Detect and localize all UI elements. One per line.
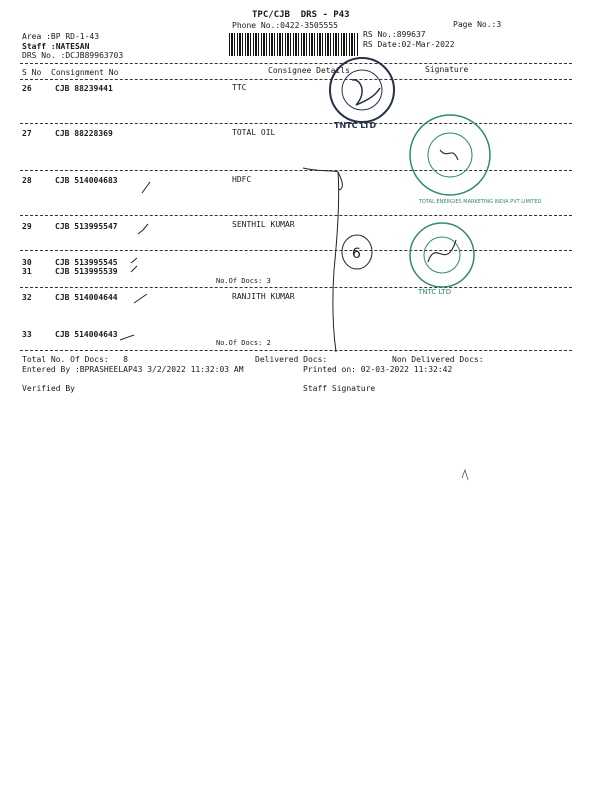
entered-by: Entered By :BPRASHEELAP43 3/2/2022 11:32:03 AM: [22, 365, 244, 374]
delivered-docs: Delivered Docs:: [255, 355, 328, 364]
area-label: Area :BP RD-1-43: [22, 32, 100, 41]
drs-number: DRS No. :DCJB89963703: [22, 51, 124, 60]
row-sno: 28: [22, 176, 32, 185]
tick-mark: [120, 335, 134, 340]
total-docs: Total No. Of Docs: 8: [22, 355, 128, 364]
stamp-3: [410, 223, 474, 296]
tick-mark: [131, 258, 137, 263]
stamp-1: [330, 58, 394, 130]
tick-mark: [131, 266, 137, 272]
row-consignee: HDFC: [232, 175, 252, 184]
pen-line: [303, 168, 339, 352]
staff-signature: Staff Signature: [303, 384, 376, 393]
row-sno: 32: [22, 293, 32, 302]
row-consignment: CJB 514004683: [55, 176, 118, 185]
column-header-sno: S No: [22, 68, 42, 77]
phone-number: Phone No.:0422-3505555: [232, 21, 338, 30]
rs-number: RS No.:899637: [363, 30, 426, 39]
staff-label: Staff :NATESAN: [22, 42, 90, 51]
column-header-consignment: Consignment No: [51, 68, 119, 77]
stray-mark: [462, 470, 468, 480]
row-consignee: TTC: [232, 83, 247, 92]
page-number: Page No.:3: [453, 20, 502, 29]
verified-by: Verified By: [22, 384, 75, 393]
svg-text:TOTAL ENERGIES MARKETING INDIA: TOTAL ENERGIES MARKETING INDIA PVT LIMITED: [419, 199, 542, 205]
row-sno: 26: [22, 84, 32, 93]
svg-text:TNTC LTD: TNTC LTD: [334, 121, 377, 130]
row-consignment: CJB 513995539: [55, 267, 118, 276]
row-consignment: CJB 513995545: [55, 258, 118, 267]
row-sno: 31: [22, 267, 32, 276]
tick-mark: [134, 294, 147, 303]
tick-mark: [142, 182, 150, 193]
svg-text:TNTC LTD: TNTC LTD: [418, 288, 452, 296]
row-consignee: SENTHIL KUMAR: [232, 220, 295, 229]
column-header-signature: Signature: [425, 65, 469, 74]
row-consignee: RANJITH KUMAR: [232, 292, 295, 301]
row-consignment: CJB 88239441: [55, 84, 113, 93]
document-title: TPC/CJB DRS - P43: [252, 10, 350, 20]
rs-date: RS Date:02-Mar-2022: [363, 40, 455, 49]
row-sno: 30: [22, 258, 32, 267]
row-consignment: CJB 88228369: [55, 129, 113, 138]
tick-mark: [138, 224, 148, 234]
no-of-docs: No.Of Docs: 3: [216, 277, 271, 285]
row-consignment: CJB 513995547: [55, 222, 118, 231]
row-consignment: CJB 514004643: [55, 330, 118, 339]
row-sno: 33: [22, 330, 32, 339]
row-consignee: TOTAL OIL: [232, 128, 276, 137]
row-consignment: CJB 514004644: [55, 293, 118, 302]
non-delivered-docs: Non Delivered Docs:: [392, 355, 484, 364]
row-sno: 29: [22, 222, 32, 231]
row-sno: 27: [22, 129, 32, 138]
printed-on: Printed on: 02-03-2022 11:32:42: [303, 365, 453, 374]
handwritten-count: 6: [352, 246, 361, 262]
column-header-consignee: Consignee Details: [268, 66, 350, 75]
stamp-2: [410, 115, 542, 205]
no-of-docs: No.Of Docs: 2: [216, 339, 271, 347]
